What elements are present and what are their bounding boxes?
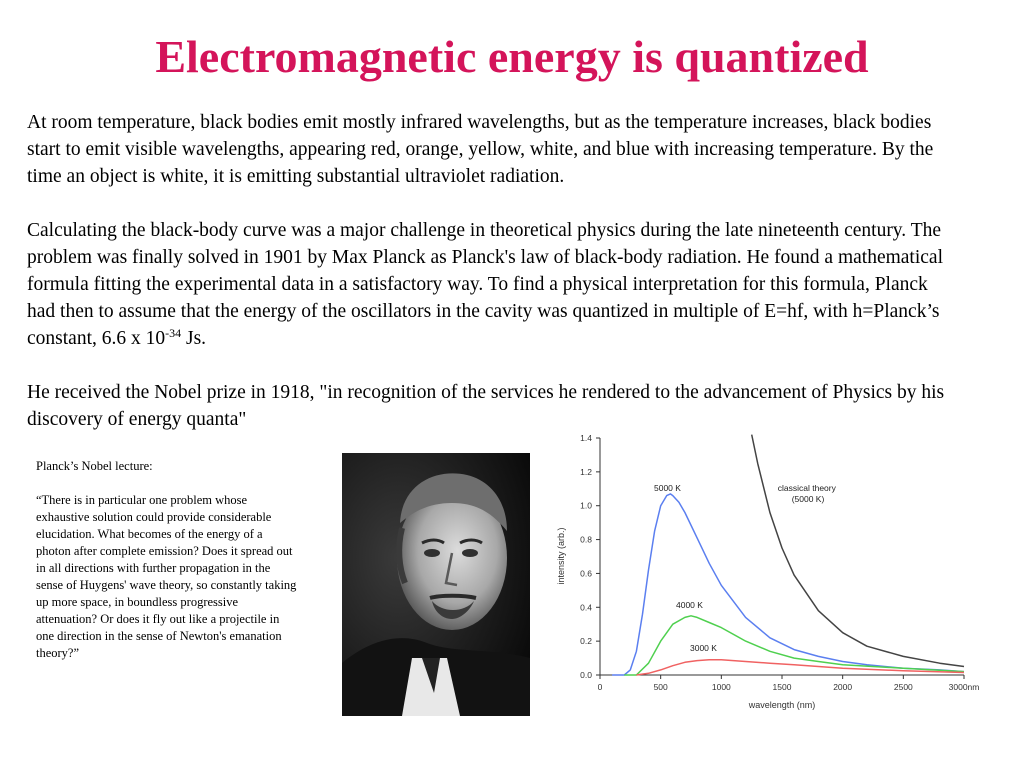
x-tick-label: 0	[597, 682, 603, 692]
body-text	[27, 109, 957, 460]
y-tick-label: 0.0	[580, 670, 592, 680]
y-tick-label: 0.4	[580, 602, 592, 613]
series-label-classical	[778, 483, 838, 504]
y-tick-label: 1.2	[580, 466, 592, 477]
y-tick-label: 1.0	[580, 500, 592, 511]
series-line-4000k	[624, 616, 964, 675]
lecture-heading: Planck’s Nobel lecture:	[36, 459, 153, 473]
portrait-illustration	[342, 453, 530, 716]
x-tick-label: 3000nm	[948, 682, 980, 692]
x-tick-label: 2000	[833, 682, 853, 692]
slide-title: Electromagnetic energy is quantized	[155, 31, 869, 82]
series-line-5000k	[612, 494, 964, 675]
series-label-3000k: 3000 K	[690, 643, 717, 653]
series-label-5000k: 5000 K	[654, 483, 681, 493]
portrait-photo	[342, 453, 530, 716]
series-label-classical-line1: classical theory	[777, 483, 836, 493]
y-tick-label: 1.4	[580, 433, 592, 443]
series-line-classical	[752, 435, 964, 667]
lecture-quote: “There is in particular one problem whose exhaustive solution could provide considerable elucidation. What becomes of the energy of a photon after complete emission? Does it spread out in all directions with further propagation in the sense of Huygens' wave theory, so constantly taking up more space, in boundless progressive attenuation? Or does it fly out like a projectile in one direction in the sense of Newton's emanation theory?”	[36, 493, 297, 660]
y-tick-label: 0.6	[580, 568, 592, 579]
paragraph-blackbody-emission: At room temperature, black bodies emit mostly infrared wavelengths, but as the temperature increases, black bodies start to emit visible wavelengths, appearing red, orange, yellow, white, and blue with increasing temperature. By the time an object is white, it is emitting substantial ultraviolet radiation.	[27, 112, 934, 187]
x-tick-label: 500	[653, 682, 668, 692]
paragraph-nobel-prize: He received the Nobel prize in 1918, "in recognition of the services he rendered to the advancement of Physics by his discovery of energy quanta"	[27, 382, 945, 430]
x-tick-label: 1000	[711, 682, 731, 692]
series-line-3000k	[636, 660, 964, 675]
blackbody-chart-svg	[536, 428, 980, 716]
paragraph-planck-law	[27, 217, 957, 352]
planck-constant-exponent: -34	[165, 326, 182, 340]
planck-constant-unit: Js.	[181, 328, 207, 349]
blackbody-chart	[536, 428, 980, 716]
y-tick-label: 0.8	[580, 534, 592, 545]
y-axis-label: intensity (arb.)	[556, 527, 566, 585]
x-tick-label: 1500	[772, 682, 792, 692]
series-label-classical-line2: (5000 K)	[791, 494, 825, 504]
x-tick-label: 2500	[893, 682, 913, 692]
nobel-lecture-box	[36, 458, 298, 679]
y-tick-label: 0.2	[580, 636, 592, 647]
series-label-4000k: 4000 K	[676, 600, 703, 610]
x-axis-label: wavelength (nm)	[748, 700, 816, 710]
paragraph-planck-law-text: Calculating the black-body curve was a major challenge in theoretical physics during the late nineteenth century. The problem was finally solved in 1901 by Max Planck as Planck's law of black-body radiation. He found a mathematical formula fitting the experimental data in a satisfactory way. To find a physical interpretation for this formula, Planck had then to assume that the energy of the oscillators in the cavity was quantized in multiple of E=hf, with h=Planck’s constant, 6.6 x 10	[27, 220, 943, 349]
